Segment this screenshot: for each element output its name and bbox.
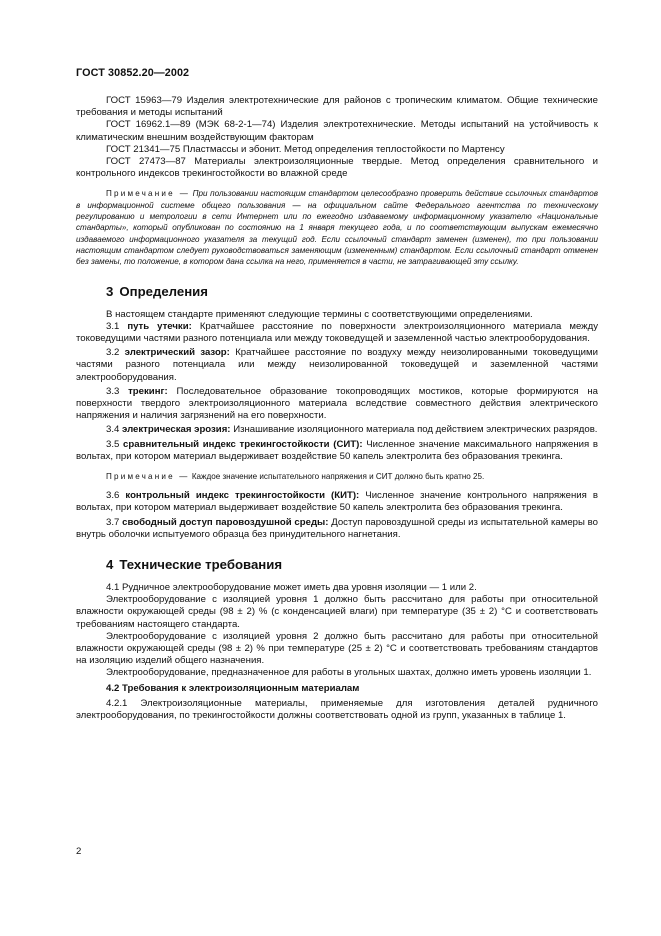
term: свободный доступ паровоздушной среды: <box>122 516 329 528</box>
definition: Кратчайшее расстояние по воздуху между неизолированными токоведущими частями разного потенциала или между неизолированной токоведущей и заземленной частями электрооборудования. <box>76 347 598 383</box>
page-number: 2 <box>76 846 82 857</box>
definition: Доступ паровоздушной среды из испытательной камеры во внутрь оболочки испытуемого образца без принудительного нагнетания. <box>76 516 598 540</box>
page-content <box>76 95 598 722</box>
definition-item <box>76 321 598 345</box>
section-number: 3 <box>106 283 114 299</box>
definition-item <box>76 439 598 463</box>
item-number: 3.5 <box>106 438 120 450</box>
item-number: 3.4 <box>106 424 120 436</box>
definition: Численное значение контрольного напряжения в вольтах, при котором материал выдерживает воздействие 50 капель электролита без образования трекинга. <box>76 490 598 514</box>
note-text: Каждое значение испытательного напряжения и СИТ должно быть кратно 25. <box>191 471 485 481</box>
term: электрическая эрозия: <box>122 424 231 436</box>
definition-item <box>76 424 598 436</box>
definition-item <box>76 490 598 514</box>
definition-item <box>76 386 598 423</box>
definition-item <box>76 347 598 384</box>
term: сравнительный индекс трекингостойкости (СИТ): <box>123 438 363 450</box>
normative-ref: ГОСТ 27473—87 Материалы электроизоляционные твердые. Метод определения сравнительного и контрольного индексов трекингостойкости во влажной среде <box>76 156 598 180</box>
subsection-heading: 4.2 Требования к электроизоляционным материалам <box>106 682 360 694</box>
normative-ref: ГОСТ 15963—79 Изделия электротехнические для районов с тропическим климатом. Общие технические требования и методы испытаний <box>76 95 598 119</box>
definitions-intro: В настоящем стандарте применяют следующие термины с соответствующими определениями. <box>106 308 533 320</box>
term: путь утечки: <box>127 320 192 332</box>
requirement-paragraph: 4.1 Рудничное электрооборудование может иметь два уровня изоляции — 1 или 2. <box>106 582 477 594</box>
standard-code-header: ГОСТ 30852.20—2002 <box>76 67 190 79</box>
requirement-paragraph: Электрооборудование с изоляцией уровня 1 должно быть рассчитано для работы при относительной влажности окружающей среды (98 ± 2) % (с конденсацией влаги) при температуре (35 ± 2) °С и соответствовать требованиям настоящего стандарта. <box>76 594 598 630</box>
definition: Изнашивание изоляционного материала под действием электрических разрядов. <box>233 424 598 436</box>
section-title: Технические требования <box>119 557 283 573</box>
definition: Численное значение максимального напряжения в вольтах, при котором материал выдерживает воздействие 50 капель электролита без образования трекинга. <box>76 438 598 462</box>
section-heading <box>76 557 598 572</box>
item-number: 3.1 <box>106 320 120 332</box>
note-label: Примечание — <box>106 189 190 199</box>
term: трекинг: <box>128 385 168 397</box>
item-number: 3.7 <box>106 516 120 528</box>
requirement-paragraph: Электрооборудование с изоляцией уровня 2 должно быть рассчитано для работы при относительной влажности окружающей среды (98 ± 2) % при температуре (25 ± 2) °С и соответствовать требованиям стандартов на изоляцию изделий общего назначения. <box>76 630 598 667</box>
requirement-paragraph: Электрооборудование, предназначенное для работы в угольных шахтах, должно иметь уровень изоляции 1. <box>106 667 592 679</box>
note-text: При пользовании настоящим стандартом целесообразно проверить действие ссылочных стандартов в информационной системе общего пользования — на официальном сайте Федерального агентства по техническому регулированию и метрологии в сети Интернет или по ежегодно издаваемому информационному указателю «Национальные стандарты», который опубликован по состоянию на 1 января текущего года, и по соответствующим выпускам ежемесячно издаваемого информационного указателя за текущий год. Если ссылочный стандарт заменен (изменен), то при пользовании настоящим стандартом следует руководствоваться заменяющим (измененным) стандартом. Если ссылочный стандарт отменен без замены, то положение, в котором дана ссылка на него, применяется в части, не затрагивающей эту ссылку. <box>76 189 598 267</box>
term: электрический зазор: <box>124 347 230 359</box>
section-number: 4 <box>106 557 114 573</box>
definition: Последовательное образование токопроводящих мостиков, которые формируются на поверхности твердого электроизоляционного материала вследствие совместного действия электрического напряжения и наличия загрязнений на его поверхности. <box>76 385 599 422</box>
requirement-paragraph: 4.2.1 Электроизоляционные материалы, применяемые для изготовления деталей рудничного электрооборудования, по трекингостойкости должны соответствовать одной из групп, указанных в таблице 1. <box>76 697 598 722</box>
note-label: Примечание — <box>106 471 190 481</box>
cti-note <box>76 471 598 482</box>
item-number: 3.2 <box>106 347 120 359</box>
section-heading <box>76 284 598 299</box>
item-number: 3.3 <box>106 385 120 397</box>
normative-ref: ГОСТ 16962.1—89 (МЭК 68-2-1—74) Изделия электротехнические. Методы испытаний на устойчивость к климатическим внешним воздействующим факторам <box>76 119 598 143</box>
definition-item <box>76 517 598 541</box>
term: контрольный индекс трекингостойкости (КИТ): <box>125 490 360 502</box>
definition: Кратчайшее расстояние по поверхности электроизоляционного материала между токоведущими частями разного потенциала или между токоведущей и заземленной частью электрооборудования. <box>76 320 598 344</box>
references-note <box>76 188 598 267</box>
item-number: 3.6 <box>106 490 120 502</box>
section-title: Определения <box>119 283 208 299</box>
normative-ref: ГОСТ 21341—75 Пластмассы и эбонит. Метод определения теплостойкости по Мартенсу <box>106 143 505 155</box>
